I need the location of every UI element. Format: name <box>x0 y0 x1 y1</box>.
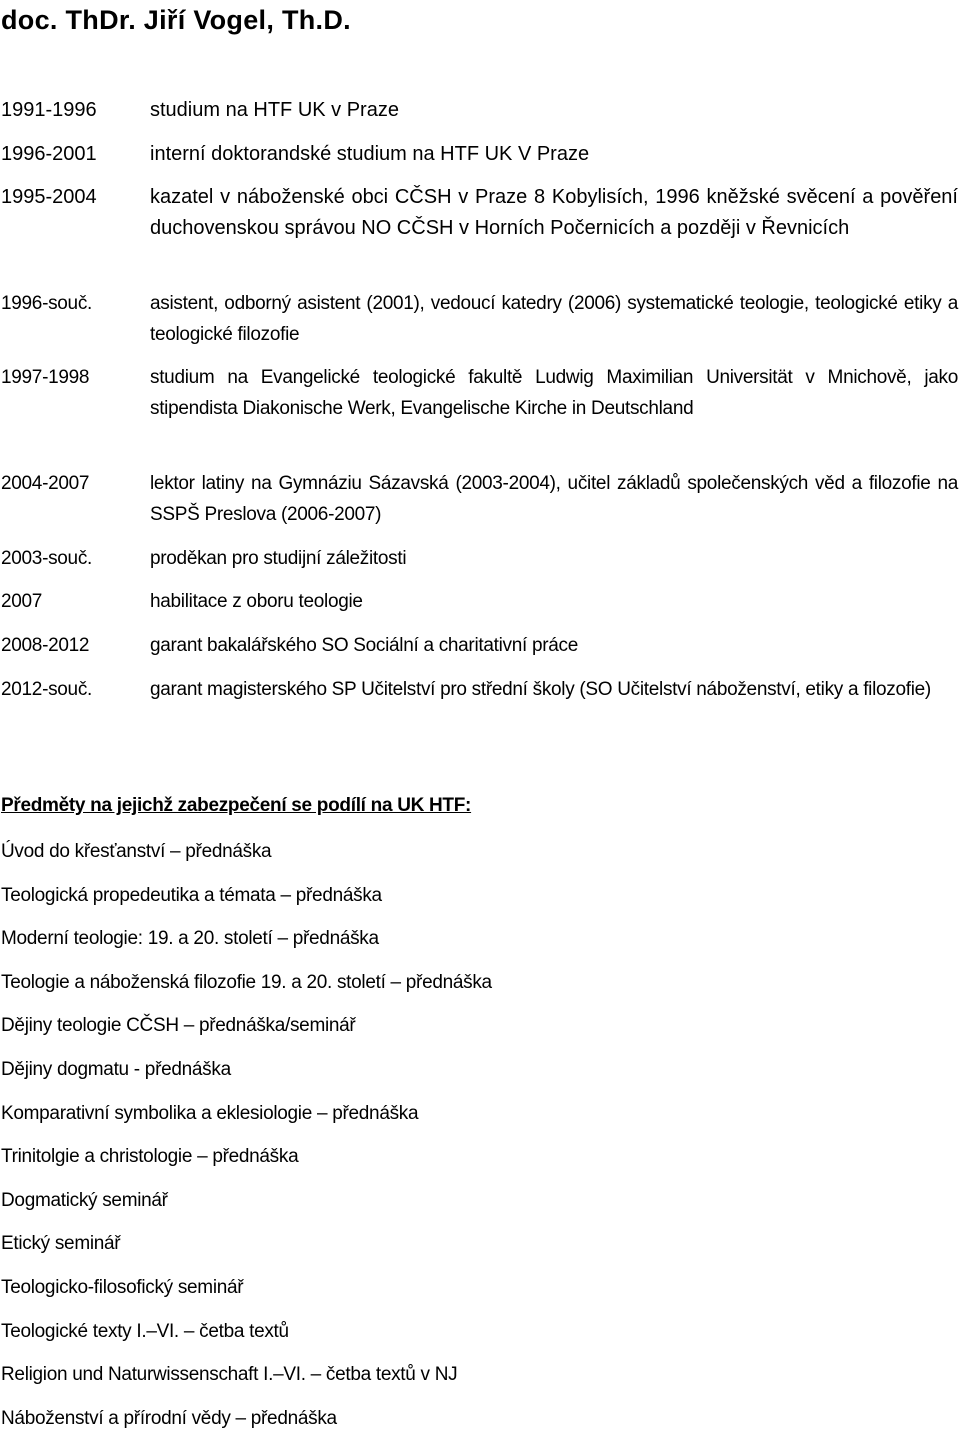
subject-item: Trinitolgie a christologie – přednáška <box>1 1146 299 1168</box>
subject-item: Dějiny teologie CČSH – přednáška/seminář <box>1 1015 356 1037</box>
cv-period: 1996-souč. <box>1 293 93 314</box>
subject-item: Etický seminář <box>1 1233 121 1255</box>
subject-item: Teologické texty I.–VI. – četba textů <box>1 1320 289 1342</box>
subject-item: Úvod do křesťanství – přednáška <box>1 841 272 862</box>
cv-entry <box>1 630 958 661</box>
subject-item: Teologická propedeutika a témata – přednáška <box>1 884 382 906</box>
cv-period: 2008-2012 <box>1 635 90 656</box>
cv-period: 2012-souč. <box>1 679 93 700</box>
cv-period: 1995-2004 <box>1 186 97 208</box>
cv-entry <box>1 139 958 170</box>
subject-item: Religion und Naturwissenschaft I.–VI. – četba textů v NJ <box>1 1364 458 1386</box>
cv-period: 2003-souč. <box>1 548 93 569</box>
cv-description: proděkan pro studijní záležitosti <box>150 548 407 569</box>
cv-description: kazatel v náboženské obci CČSH v Praze 8 Kobylisích, 1996 kněžské svěcení a pověření duchovenskou správou NO CČSH v Horních Počernicích a později v Řevnicích <box>150 186 958 239</box>
cv-description: studium na HTF UK v Praze <box>150 99 399 121</box>
cv-description: garant bakalářského SO Sociální a charitativní práce <box>150 635 578 656</box>
cv-description: habilitace z oboru teologie <box>150 591 363 612</box>
subject-item: Dějiny dogmatu - přednáška <box>1 1058 231 1080</box>
subjects-list <box>1 836 492 1446</box>
subject-item: Teologie a náboženská filozofie 19. a 20. století – přednáška <box>1 971 492 993</box>
subject-item: Teologicko-filosofický seminář <box>1 1276 244 1298</box>
cv-entry <box>1 586 958 617</box>
subject-item: Moderní teologie: 19. a 20. století – přednáška <box>1 928 379 950</box>
cv-description: studium na Evangelické teologické fakultě Ludwig Maximilian Universität v Mnichově, jako stipendista Diakonische Werk, Evangelische Kirche in Deutschland <box>150 367 958 419</box>
cv-entry <box>1 288 958 350</box>
subject-item: Náboženství a přírodní vědy – přednáška <box>1 1407 337 1429</box>
cv-period: 2007 <box>1 591 43 612</box>
cv-entry <box>1 182 958 244</box>
cv-period: 1996-2001 <box>1 143 97 165</box>
cv-description: garant magisterského SP Učitelství pro střední školy (SO Učitelství náboženství, etiky a filozofie) <box>150 679 931 700</box>
cv-description: interní doktorandské studium na HTF UK V Praze <box>150 143 590 165</box>
cv-entry <box>1 674 958 705</box>
cv-entry <box>1 468 958 530</box>
cv-entry <box>1 362 958 424</box>
cv-description: lektor latiny na Gymnáziu Sázavská (2003-2004), učitel základů společenských věd a filozofie na SSPŠ Preslova (2006-2007) <box>150 473 958 525</box>
document-title: doc. ThDr. Jiří Vogel, Th.D. <box>1 5 351 35</box>
cv-period: 1997-1998 <box>1 367 90 388</box>
cv-entry <box>1 543 958 574</box>
subject-item: Dogmatický seminář <box>1 1189 168 1211</box>
cv-entry <box>1 95 958 126</box>
cv-period: 2004-2007 <box>1 473 90 494</box>
cv-description: asistent, odborný asistent (2001), vedoucí katedry (2006) systematické teologie, teologické etiky a teologické filozofie <box>150 293 958 345</box>
cv-period: 1991-1996 <box>1 99 97 121</box>
subjects-heading: Předměty na jejichž zabezpečení se podílí na UK HTF: <box>1 795 472 816</box>
subject-item: Komparativní symbolika a eklesiologie – přednáška <box>1 1102 419 1124</box>
